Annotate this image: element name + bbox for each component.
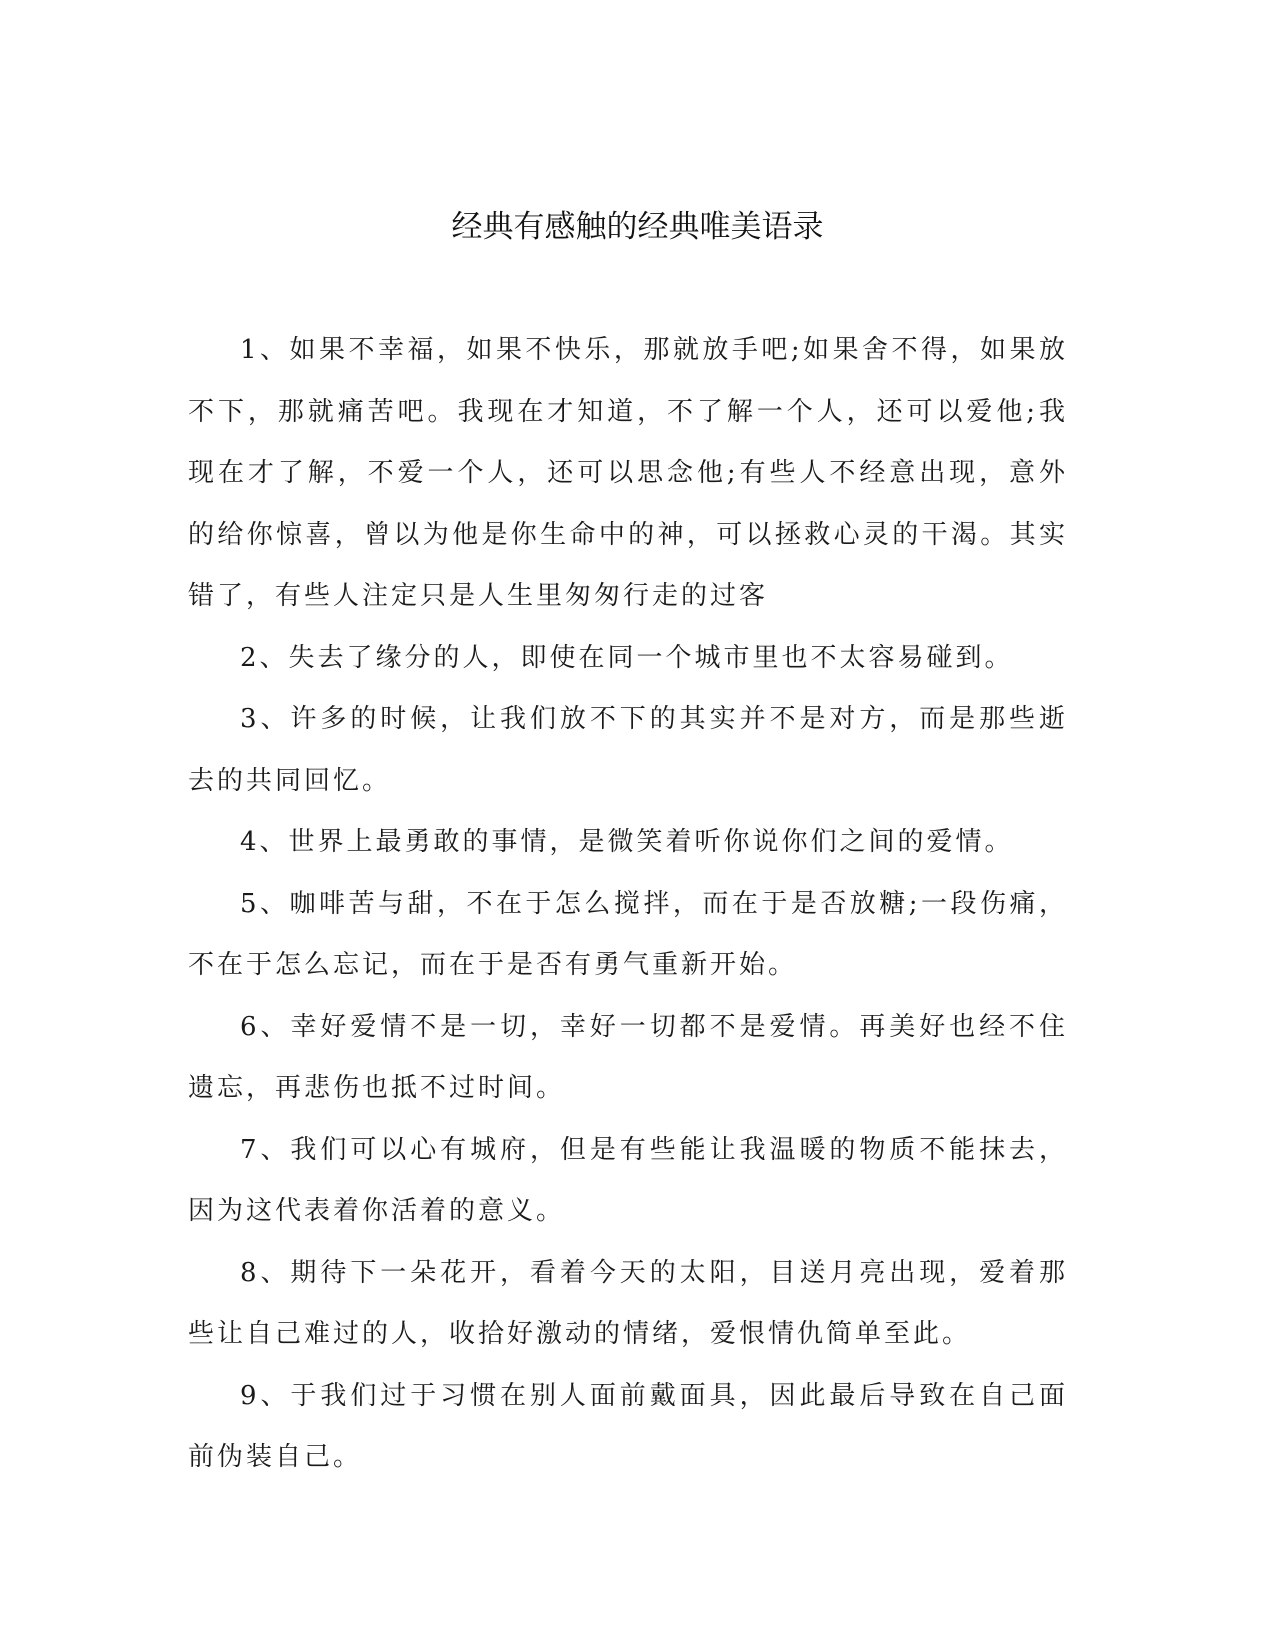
- paragraph-1: 1、如果不幸福，如果不快乐，那就放手吧;如果舍不得，如果放不下，那就痛苦吧。我现在才知道，不了解一个人，还可以爱他;我现在才了解，不爱一个人，还可以思念他;有些人不经意出现，意外的给你惊喜，曾以为他是你生命中的神，可以拯救心灵的干渴。其实错了，有些人注定只是人生里匆匆行走的过客: [188, 335, 1068, 611]
- paragraph-4: 4、世界上最勇敢的事情，是微笑着听你说你们之间的爱情。: [240, 827, 1014, 857]
- paragraph-3: 3、许多的时候，让我们放不下的其实并不是对方，而是那些逝去的共同回忆。: [188, 704, 1068, 796]
- paragraph-7: 7、我们可以心有城府，但是有些能让我温暖的物质不能抹去，因为这代表着你活着的意义。: [188, 1134, 1068, 1226]
- document-body: [188, 320, 1068, 1489]
- paragraph-6: 6、幸好爱情不是一切，幸好一切都不是爱情。再美好也经不住遗忘，再悲伤也抵不过时间。: [188, 1011, 1068, 1103]
- paragraph-8: 8、期待下一朵花开，看着今天的太阳，目送月亮出现，爱着那些让自己难过的人，收拾好激动的情绪，爱恨情仇简单至此。: [188, 1257, 1068, 1349]
- paragraph-9: 9、于我们过于习惯在别人面前戴面具，因此最后导致在自己面前伪装自己。: [188, 1380, 1068, 1472]
- paragraph-5: 5、咖啡苦与甜，不在于怎么搅拌，而在于是否放糖;一段伤痛，不在于怎么忘记，而在于是否有勇气重新开始。: [188, 888, 1068, 980]
- document-title: 经典有感触的经典唯美语录: [451, 209, 824, 245]
- paragraph-2: 2、失去了缘分的人，即使在同一个城市里也不太容易碰到。: [240, 642, 1014, 673]
